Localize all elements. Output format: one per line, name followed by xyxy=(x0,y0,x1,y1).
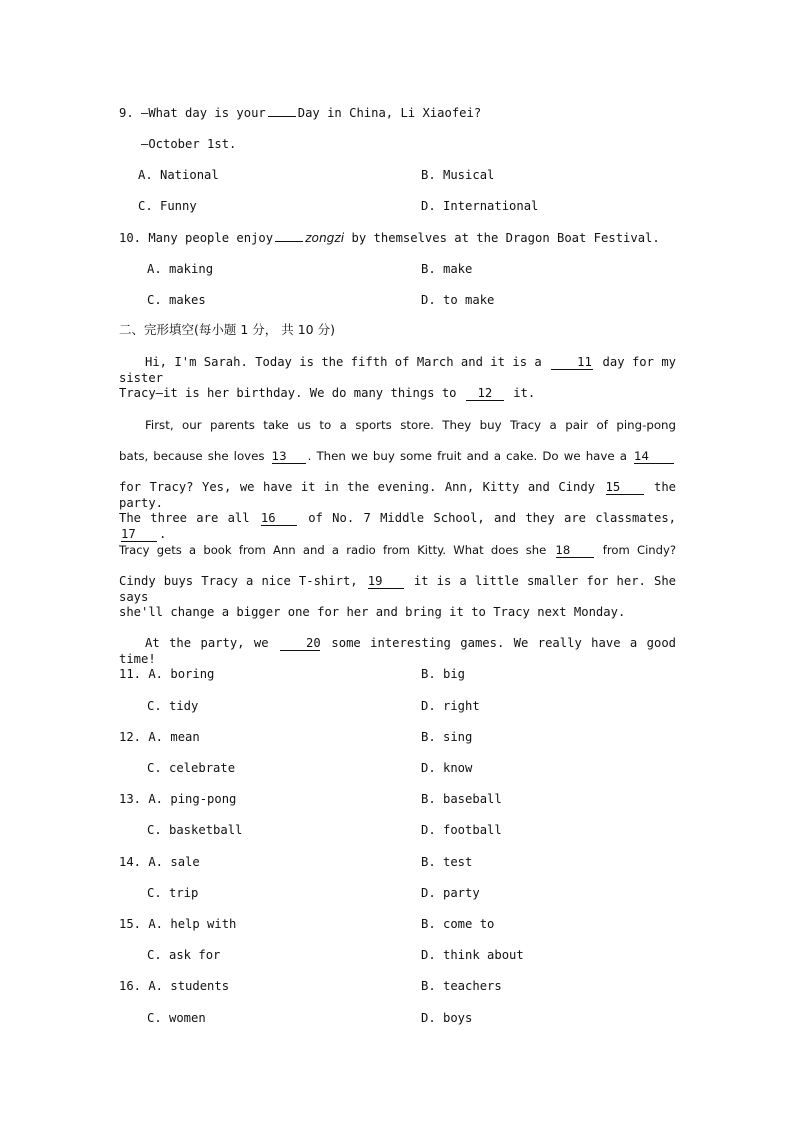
q13-option-b: B. baseball xyxy=(421,792,502,806)
q11-option-c: C. tidy xyxy=(147,699,199,713)
passage-line-2 xyxy=(119,385,676,401)
passage-text: . xyxy=(159,527,167,541)
q16-option-d: D. boys xyxy=(421,1011,473,1025)
q10-blank xyxy=(275,241,303,242)
q12-option-c: C. celebrate xyxy=(147,761,236,775)
q11-option-a: 11. A. boring xyxy=(119,667,215,681)
q9-blank xyxy=(268,116,296,117)
q10-option-d: D. to make xyxy=(421,293,495,307)
q10-italic-word: zongzi xyxy=(305,231,345,245)
q15-option-b: B. come to xyxy=(421,917,495,931)
passage-line-5 xyxy=(119,479,676,511)
q10-option-a: A. making xyxy=(147,262,214,276)
blank-20: 20 xyxy=(280,637,320,651)
passage-line-10 xyxy=(119,635,676,667)
q9-option-d: D. International xyxy=(421,199,539,213)
passage-text: from Cindy? xyxy=(602,543,677,557)
blank-17: 17 xyxy=(121,528,157,542)
passage-line-4 xyxy=(119,448,676,464)
blank-18: 18 xyxy=(556,544,594,558)
q9-stem-start: 9. —What day is your xyxy=(119,106,266,120)
q11-option-d: D. right xyxy=(421,699,480,713)
passage-text: it is a little smaller for her. She says xyxy=(119,574,676,604)
q16-option-b: B. teachers xyxy=(421,979,502,993)
q10-stem xyxy=(119,230,676,246)
q14-option-d: D. party xyxy=(421,886,480,900)
blank-12: 12 xyxy=(466,387,504,401)
passage-text: Tracy gets a book from Ann and a radio from Kitty. What does she xyxy=(119,543,547,557)
blank-14: 14 xyxy=(634,450,674,464)
q12-option-b: B. sing xyxy=(421,730,473,744)
section-title: 二、完形填空(每小题 1 分， 共 10 分) xyxy=(119,322,335,337)
q16-option-c: C. women xyxy=(147,1011,206,1025)
passage-text: At the party, we xyxy=(145,636,269,650)
q15-option-a: 15. A. help with xyxy=(119,917,237,931)
q10-stem-start: 10. Many people enjoy xyxy=(119,231,274,245)
blank-11: 11 xyxy=(551,356,593,370)
passage-text: . Then we buy some fruit and a cake. Do we have a xyxy=(307,449,627,463)
passage-text: The three are all xyxy=(119,511,250,525)
q15-option-c: C. ask for xyxy=(147,948,221,962)
q10-stem-end: by themselves at the Dragon Boat Festival. xyxy=(351,231,660,245)
passage-line-7 xyxy=(119,542,676,558)
passage-line-8 xyxy=(119,573,676,605)
passage-text: some interesting games. We really have a good time! xyxy=(119,636,677,666)
passage-text: it. xyxy=(513,386,536,400)
q10-option-c: C. makes xyxy=(147,293,206,307)
passage-line-9: she'll change a bigger one for her and bring it to Tracy next Monday. xyxy=(119,605,626,619)
q16-option-a: 16. A. students xyxy=(119,979,230,993)
blank-19: 19 xyxy=(368,575,404,589)
q9-option-c: C. Funny xyxy=(138,199,197,213)
passage-text: of No. 7 Middle School, and they are classmates, xyxy=(308,511,676,525)
q13-option-a: 13. A. ping-pong xyxy=(119,792,237,806)
passage-text: Tracy—it is her birthday. We do many things to xyxy=(119,386,457,400)
passage-text: Cindy buys Tracy a nice T-shirt, xyxy=(119,574,358,588)
passage-text: bats, because she loves xyxy=(119,449,265,463)
q10-option-b: B. make xyxy=(421,262,473,276)
q13-option-d: D. football xyxy=(421,823,502,837)
q9-option-a: A. National xyxy=(138,168,219,182)
blank-15: 15 xyxy=(606,481,644,495)
passage-text: day for my sister xyxy=(119,355,677,385)
q9-stem-end: Day in China, Li Xiaofei? xyxy=(297,106,482,120)
q9-option-b: B. Musical xyxy=(421,168,495,182)
q12-option-d: D. know xyxy=(421,761,473,775)
passage-line-3: First, our parents take us to a sports store. They buy Tracy a pair of ping-pong xyxy=(145,418,676,432)
passage-text: Hi, I'm Sarah. Today is the fifth of March and it is a xyxy=(145,355,542,369)
q12-option-a: 12. A. mean xyxy=(119,730,200,744)
q11-option-b: B. big xyxy=(421,667,466,681)
passage-line-1 xyxy=(119,354,676,386)
q14-option-b: B. test xyxy=(421,855,473,869)
q14-option-a: 14. A. sale xyxy=(119,855,200,869)
passage-line-6 xyxy=(119,510,676,542)
passage-text: the party. xyxy=(119,480,676,510)
q15-option-d: D. think about xyxy=(421,948,524,962)
q14-option-c: C. trip xyxy=(147,886,199,900)
q9-stem xyxy=(119,105,676,121)
blank-16: 16 xyxy=(261,512,297,526)
q13-option-c: C. basketball xyxy=(147,823,243,837)
blank-13: 13 xyxy=(272,450,306,464)
q9-answer: —October 1st. xyxy=(141,137,237,151)
passage-text: for Tracy? Yes, we have it in the evening. Ann, Kitty and Cindy xyxy=(119,480,596,494)
